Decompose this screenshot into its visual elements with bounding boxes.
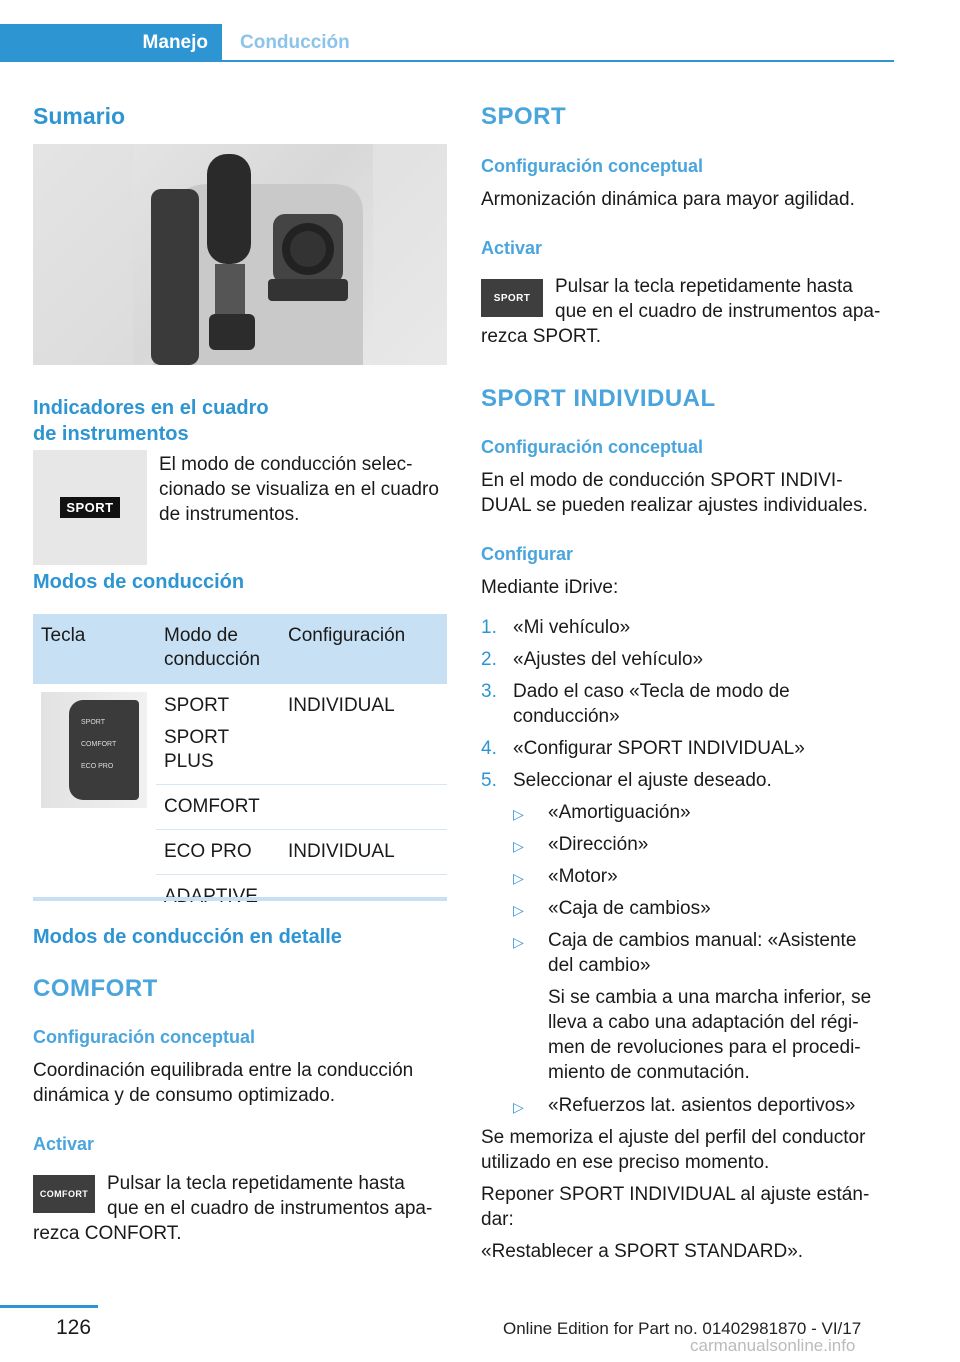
reponer-text — [481, 1182, 869, 1232]
footer-rule — [0, 1305, 98, 1308]
sport-key-label: SPORT — [493, 292, 531, 304]
memo-line1: Se memoriza el ajuste del perfil del conductor — [481, 1127, 866, 1148]
indicadores-text-line3: de instrumentos. — [159, 504, 300, 525]
step-text-line2: conducción» — [513, 706, 620, 727]
step-number: 3. — [481, 681, 497, 702]
step-number: 2. — [481, 649, 497, 670]
table-cell-mode — [156, 684, 280, 785]
comfort-key-label: COMFORT — [39, 1189, 89, 1199]
ind-conf-line1: En el modo de conducción SPORT INDIVI‐ — [481, 470, 843, 491]
mode-title-sport-individual: SPORT INDIVIDUAL — [481, 385, 716, 412]
table-bottom-rule — [33, 897, 447, 901]
mode-buttons-panel — [69, 700, 139, 800]
header-rule — [222, 60, 894, 62]
sub-item-text: «Caja de cambios» — [548, 898, 711, 919]
footer-edition: Online Edition for Part no. 01402981870 - VI/17 — [503, 1319, 862, 1338]
table-cell-config: INDIVIDUAL — [280, 830, 447, 875]
triangle-bullet-icon: ▷ — [513, 934, 524, 950]
table-cell-mode: ECO PRO — [156, 830, 280, 875]
comfort-act-text-indent — [107, 1171, 432, 1221]
center-console-photo — [33, 144, 447, 365]
step-text: Seleccionar el ajuste deseado. — [513, 770, 772, 791]
step-text: «Ajustes del vehículo» — [513, 649, 704, 670]
step-text: «Mi vehículo» — [513, 617, 631, 638]
triangle-bullet-icon: ▷ — [513, 902, 524, 918]
mode-title-comfort: COMFORT — [33, 975, 158, 1002]
center-console-illustration — [33, 144, 447, 365]
comfort-conf-text — [33, 1058, 413, 1108]
sport-act-line2: que en el cuadro de instrumentos apa‐ — [555, 301, 881, 322]
section-title-detalle: Modos de conducción en detalle — [33, 926, 342, 948]
configurar-title: Configurar — [481, 544, 573, 564]
indicadores-title-line1: Indicadores en el cuadro — [33, 397, 269, 419]
sub-item-text: «Refuerzos lat. asientos deportivos» — [548, 1095, 856, 1116]
sport-act-line1: Pulsar la tecla repetidamente hasta — [555, 276, 853, 297]
memo-text — [481, 1125, 865, 1175]
comfort-conf-line2: dinámica y de consumo optimizado. — [33, 1085, 336, 1106]
mode-sport: SPORT — [164, 695, 230, 716]
step-text: Dado el caso «Tecla de modo de — [513, 681, 790, 702]
indicadores-title-line2: de instrumentos — [33, 423, 189, 445]
restablecer-text: «Restablecer a SPORT STANDARD». — [481, 1241, 804, 1262]
modes-table — [33, 614, 447, 919]
triangle-bullet-icon: ▷ — [513, 870, 524, 886]
memo-line2: utilizado en ese preciso momento. — [481, 1152, 770, 1173]
step-number: 4. — [481, 738, 497, 759]
comfort-conf-line1: Coordinación equilibrada entre la conducción — [33, 1060, 414, 1081]
mode-button-comfort: COMFORT — [81, 741, 117, 748]
reponer-line2: dar: — [481, 1209, 514, 1230]
ind-conf-line2: DUAL se pueden realizar ajustes individuales. — [481, 495, 868, 516]
mode-sport-plus: SPORT PLUS — [164, 727, 229, 772]
mediante-text: Mediante iDrive: — [481, 577, 619, 598]
mode-buttons-image — [41, 692, 147, 808]
table-header-row — [33, 614, 447, 684]
comfort-act-line1: Pulsar la tecla repetidamente hasta — [107, 1173, 405, 1194]
sub-note-line3: men de revoluciones para el procedi‐ — [548, 1037, 861, 1058]
page-number: 126 — [56, 1316, 92, 1339]
sport-display-image — [33, 450, 147, 565]
sub-note-text — [548, 985, 871, 1085]
table-cell-tecla — [33, 684, 156, 919]
table-cell-mode: COMFORT — [156, 785, 280, 830]
sub-item-text: «Dirección» — [548, 834, 649, 855]
sport-conf-title: Configuración conceptual — [481, 156, 704, 176]
sub-note-line2: lleva a cabo una adaptación del régi‐ — [548, 1012, 859, 1033]
sport-conf-text: Armonización dinámica para mayor agilidad. — [481, 189, 855, 210]
triangle-bullet-icon: ▷ — [513, 1099, 524, 1115]
section-title-indicadores — [33, 395, 269, 447]
comfort-activar-title: Activar — [33, 1134, 95, 1154]
section-title-modos: Modos de conducción — [33, 571, 245, 593]
comfort-act-line3: rezca CONFORT. — [33, 1223, 182, 1244]
ind-conf-title: Configuración conceptual — [481, 437, 704, 457]
sport-key-image — [481, 279, 543, 317]
mode-button-sport: SPORT — [81, 719, 105, 726]
modes-table-wrapper — [33, 614, 447, 919]
sport-act-text-indent — [555, 274, 880, 324]
table-header-modo: Modo de conducción — [156, 614, 280, 684]
triangle-bullet-icon: ▷ — [513, 806, 524, 822]
comfort-act-line2: que en el cuadro de instrumentos apa‐ — [107, 1198, 433, 1219]
sub-item-text: Caja de cambios manual: «Asistente — [548, 930, 857, 951]
comfort-key-image — [33, 1175, 95, 1213]
sub-item-text: «Amortiguación» — [548, 802, 691, 823]
sub-item-text-line2: del cambio» — [548, 955, 651, 976]
mode-title-sport: SPORT — [481, 103, 567, 130]
sub-note-line4: miento de conmutación. — [548, 1062, 750, 1083]
step-number: 1. — [481, 617, 497, 638]
table-cell-config — [280, 785, 447, 830]
sport-activar-title: Activar — [481, 238, 543, 258]
header-tab-conduccion[interactable]: Conducción — [240, 32, 350, 53]
table-cell-config: INDIVIDUAL — [280, 684, 447, 785]
indicadores-text-line1: El modo de conducción selec‐ — [159, 454, 413, 475]
indicadores-text — [159, 452, 439, 527]
table-header-configuracion: Configuración — [280, 614, 447, 684]
comfort-conf-title: Configuración conceptual — [33, 1027, 256, 1047]
step-text: «Configurar SPORT INDIVIDUAL» — [513, 738, 805, 759]
header-tab-manejo[interactable]: Manejo — [0, 24, 222, 62]
reponer-line1: Reponer SPORT INDIVIDUAL al ajuste están‐ — [481, 1184, 870, 1205]
watermark-text: carmanualsonline.info — [690, 1336, 856, 1355]
sub-item-text: «Motor» — [548, 866, 618, 887]
step-number: 5. — [481, 770, 497, 791]
ind-conf-text — [481, 468, 868, 518]
indicadores-text-line2: cionado se visualiza en el cuadro — [159, 479, 439, 500]
table-row — [33, 684, 447, 785]
table-header-tecla: Tecla — [33, 614, 156, 684]
mode-button-ecopro: ECO PRO — [81, 763, 114, 770]
section-title-sumario: Sumario — [33, 103, 126, 129]
triangle-bullet-icon: ▷ — [513, 838, 524, 854]
sub-note-line1: Si se cambia a una marcha inferior, se — [548, 987, 872, 1008]
sport-display-label: SPORT — [60, 497, 119, 518]
sport-act-line3: rezca SPORT. — [481, 326, 602, 347]
